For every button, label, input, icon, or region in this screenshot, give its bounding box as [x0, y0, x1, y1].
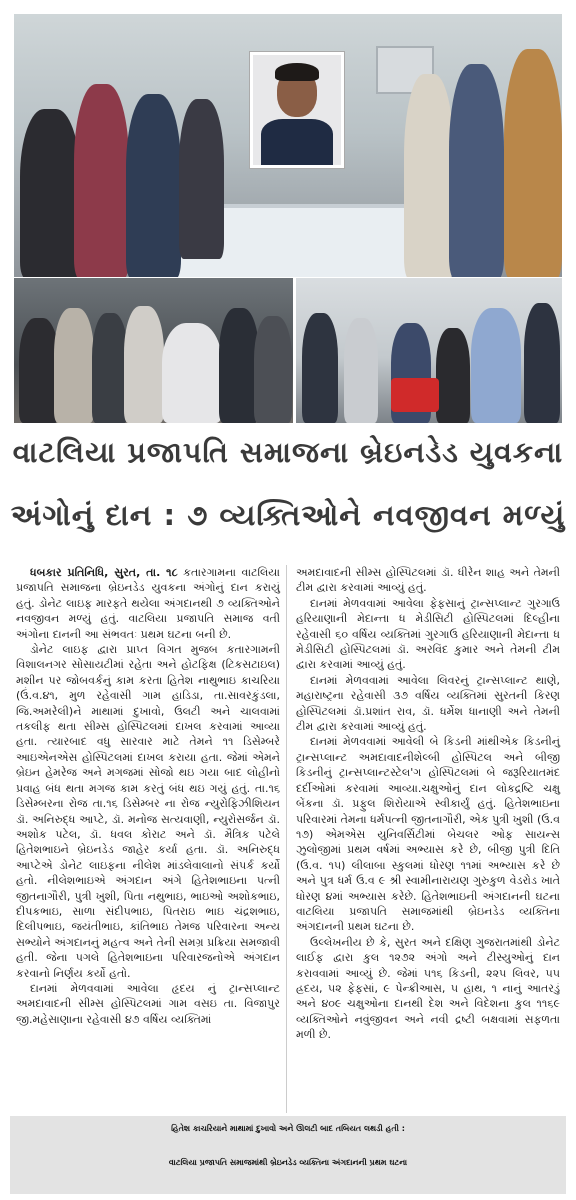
subheadline-line-1: હિતેશ કાચરિયાને માથામાં દુખાવો અને ઊલટી બાદ તબિયત લથડી હતી : — [171, 1124, 405, 1133]
column-divider — [286, 565, 287, 1113]
article-column-right — [296, 565, 560, 1043]
article-paragraph: ધબકાર પ્રતિનિધિ, સુરત, તા. ૧૮ કતારગામના વાટલિયા પ્રજાપતિ સમાજના બ્રેઇનડેડ યુવકના અંગોનું દાન કરાયું હતું. ડોનેટ લાઇફ મારફતે થયેલા અંગદાનથી ૭ વ્યક્તિઓને નવજીવન મળ્યું હતું. વાટલિયા પ્રજાપતિ સમાજ વતી અંગોના દાનની આ સંભવતઃ પ્રથમ ઘટના બની છે. — [16, 566, 280, 641]
article-paragraph: દાનમાં મેળવવામાં આવેલા ફેફસાનું ટ્રાન્સપ્લાન્ટ ગુરગાઉ હરિયાણાની મેદાન્તા ધ મેડીસિટી હોસ્પિટલમાં દિલ્હીના રહેવાસી ૬૦ વર્ષિય વ્યક્તિમાં ગુરગાઉ હરિયાણાની મેદાન્તા ધ મેડીસિટી હોસ્પિટલમાં ડૉ. અરવિંદ કુમાર અને તેમની ટીમ દ્વારા કરવામાં આવ્યું હતું. — [296, 596, 560, 672]
article-paragraph: ડોનેટ લાઇફ દ્વારા પ્રાપ્ત વિગત મુજબ કતારગામની વિશાલનગર સોસાયટીમાં રહેતા અને હોટફિક્ષ (ટિકસટાઇલ) મશીન પર જોબવર્કનું કામ કરતા હિતેશ નાથુભાઇ કાચરિયા (ઉં.વ.૪૧, મુળ રહેવાસી ગામ હાડિડા, તા.સાવરકુંડલા, જિ.અમરેલી)ને માથામાં દુખાવો, ઉલટી અને ચાલવામાં તકલીફ થતા સીમ્સ હોસ્પિટલમાં દાખલ કરવામાં આવ્યા હતા. ત્યારબાદ વધુ સારવાર માટે તેમને ૧૧ ડિસેમ્બરે આઇએનએસ હોસ્પિટલમાં દાખલ કરાયા હતા. જેમાં એમને બ્રેઇન હેમરેજ અને મગજમાં સોજો થઇ ગયા બાદ લોહીનો પ્રવાહ બંધ થતા મગજ કામ કરતું બંધ થઇ ગયું હતું. તા.૧૬ ડિસેમ્બરના રોજ તા.૧૬ ડિસેમ્બર ના રોજ ન્યુરોફિઝીશિયન ડૉ. અનિરુદ્ધ આપ્ટે, ડૉ. મનોજ સત્યવાણી, ન્યુરોસર્જન ડૉ. અશોક પટેલ, ડૉ. ધવલ કોરાટ અને ડૉ. મૈત્રિક પટેલે હિતેશભાઇને બ્રેઇનડેડ જાહેર કર્યા હતા. ડૉ. અનિરુદ્ધ આપ્ટેએ ડોનેટ લાઇફના નીલેશ માંડલેવાલાનો સંપર્ક કર્યો હતો. નીલેશભાઇએ અંગદાન અંગે હિતેશભાઇના પત્ની જીતનાગૌરી, પુત્રી ખુશી, પિતા નથુભાઇ, ભાઇઓ અશોકભાઇ, દીપકભાઇ, સાળા સંદીપભાઇ, પિતરાઇ ભાઇ ચંદ્રશભાઇ, દિલીપભાઇ, જયંતીભાઇ, કાંતિભાઇ તેમજ પરિવારના અન્ય સભ્યોને અંગદાનનું મહત્વ અને તેની સમગ્ર પ્રક્રિયા સમજાવી હતી. જેના પગલે હિતેશભાઇના પરિવારજનોએ અંગદાન કરવાનો નિર્ણય કર્યો હતો. — [16, 643, 280, 980]
article-paragraph: દાનમાં મેળવવામાં આવેલા હૃદય નું ટ્રાન્સપ્લાન્ટ અમદાવાદની સીમ્સ હોસ્પિટલમાં ગામ વસઇ તા. વિજાપુર જી.મહેસાણાના રહેવાસી ૪૭ વર્ષિય વ્યક્તિમાં — [16, 981, 280, 1026]
subheadline-line-2: વાટલિયા પ્રજાપતિ સમાજમાંથી બ્રેઇનડેડ વ્યક્તિના અંગદાનની પ્રથમ ઘટના — [168, 1158, 408, 1167]
article-paragraph: દાનમાં મેળવવામાં આવેલા લિવરનું ટ્રાન્સપ્લાન્ટ થાણે, મહારાષ્ટ્રના રહેવાસી ૩૭ વર્ષિય વ્યક્તિમાં સુરતની કિરણ હોસ્પિટલમાં ડૉ.પ્રશાંત રાવ, ડૉ. ધર્મેશ ધાનાણી અને તેમની ટીમ દ્વારા કરવામાં આવ્યું હતું. — [296, 673, 560, 734]
headline-line-2: અંગોનું દાન : ૭ વ્યક્તિઓને નવજીવન મળ્યું — [10, 498, 566, 532]
article-paragraph: દાનમાં મેળવવામાં આવેલી બે કિડની માંથીએક કિડનીનું ટ્રાન્સપ્લાન્ટ અમદાવાદનીશેલ્બી હોસ્પિટલ અને બીજી કિડનીનું ટ્રાન્સપ્લાન્ટસ્ટેલ'ગ હોસ્પિટલમાં બે જરૂરિયાતમંદ દર્દીઓમાં કરવામાં આવ્યા.ચક્ષુઓનું દાન લોકદ્રષ્ટિ ચક્ષુ બેંકના ડૉ. પ્રફુલ શિરોયાએ સ્વીકાર્યું હતું. હિતેશભાઇના પરિવારમાં તેમના ધર્મપત્ની જીતનાગૌરી, એક પુત્રી ખુશી (ઉ.વ ૧૭) એમએસ યુનિવર્સિટીમાં બેચલર ઓફ સાયન્સ ઝુલોજીમાં પ્રથમ વર્ષમાં અભ્યાસ કરે છે, બીજી પુત્રી દિતિ (ઉ.વ. ૧૫) લીલાબા સ્કુલમાં ધોરણ ૧૧માં અભ્યાસ કરે છે અને પુત્ર ધર્મ ઉ.વ ૯ શ્રી સ્વામીનારાયણ ગુરુકુળ વેડરોડ ખાતે ધોરણ ૪માં અભ્યાસ કરેછે. હિતેશભાઇની અંગદાનની ઘટના વાટલિયા પ્રજાપતિ સમાજમાંથી બ્રેઇનડેડ વ્યક્તિના અંગદાનની પ્રથમ ઘટના છે. — [296, 735, 560, 934]
portrait-inset — [250, 52, 344, 168]
article-paragraph: ઉલ્લેખનીય છે કે, સુરત અને દક્ષિણ ગુજરાતમાંથી ડોનેટ લાઈફ દ્વારા કુલ ૧૨૭૨ અંગો અને ટીસ્યુઓનું દાન કરાવવામાં આવ્યું છે. જેમાં ૫૧૬ કિડની, ૨૨૫ લિવર, ૫૫ હ્રદય, ૫૨ ફેફસાં, ૯ પેન્ક્રીઆસ, ૫ હાથ, ૧ નાનું આતરડું અને ૪૦૯ ચક્ષુઓના દાનથી દેશ અને વિદેશના કુલ ૧૧૬૯ વ્યક્તિઓને નવુંજીવન અને નવી દ્રષ્ટી બક્ષવામાં સફળતા મળી છે. — [296, 935, 560, 1042]
photo-hospital-prayer — [14, 14, 562, 277]
dateline: ધબકાર પ્રતિનિધિ, સુરત, તા. ૧૮ — [30, 566, 178, 579]
subheadline-band — [10, 1116, 566, 1194]
photo-organ-transport — [296, 278, 562, 423]
article-column-left — [16, 565, 280, 1027]
article-paragraph: અમદાવાદની સીમ્સ હોસ્પિટલમાં ડૉ. ધીરેન શાહ અને તેમની ટીમ દ્વારા કરવામાં આવ્યું હતું. — [296, 566, 560, 595]
organ-transport-box — [391, 378, 439, 412]
headline-line-1: વાટલિયા પ્રજાપતિ સમાજના બ્રેઇનડેડ યુવકના — [12, 436, 564, 469]
photo-crowd-corridor — [14, 278, 293, 423]
